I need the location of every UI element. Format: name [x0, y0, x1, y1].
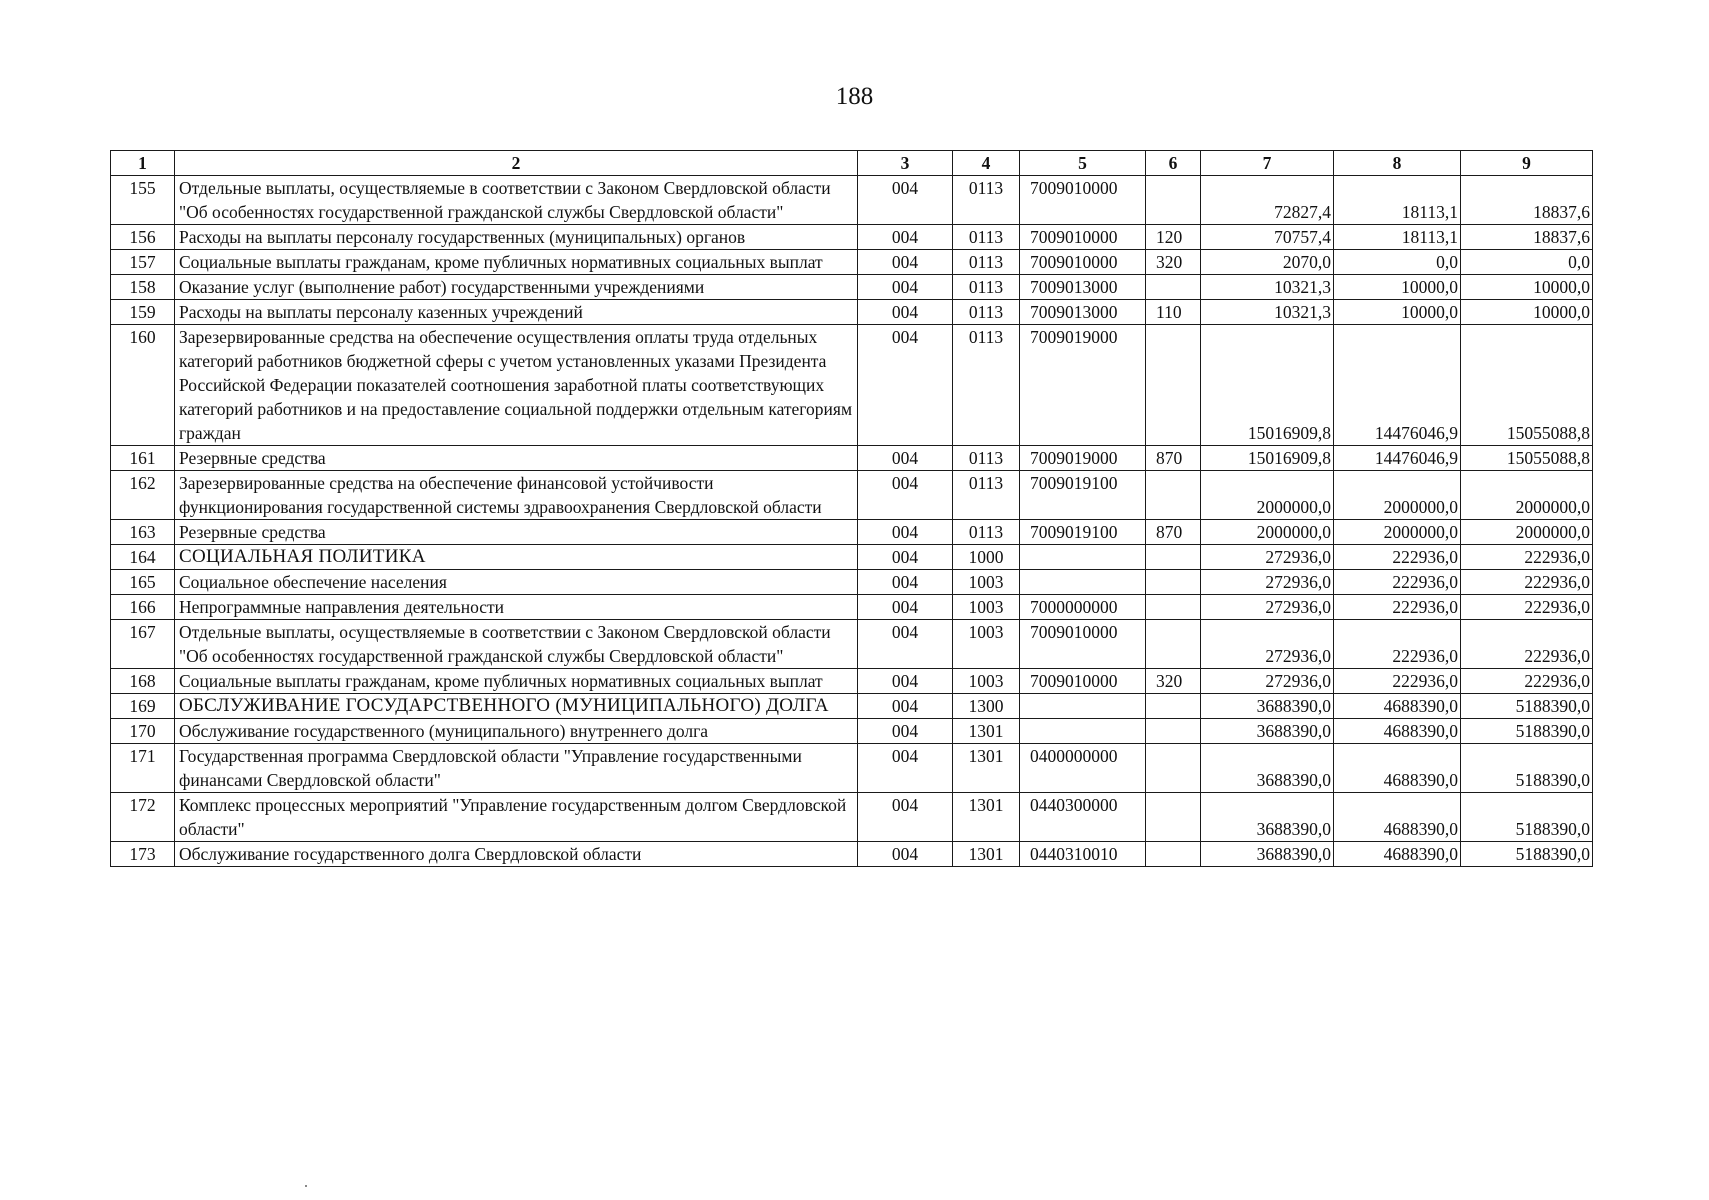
row-number-cell: 159 [111, 300, 175, 325]
admin-code-cell: 004 [858, 176, 953, 225]
row-number-cell: 158 [111, 275, 175, 300]
row-number-cell: 164 [111, 545, 175, 570]
row-number-cell: 161 [111, 446, 175, 471]
amount-col8-cell: 18113,1 [1334, 176, 1461, 225]
admin-code-cell: 004 [858, 446, 953, 471]
amount-col7-cell: 15016909,8 [1201, 325, 1334, 446]
expense-name-cell: Оказание услуг (выполнение работ) государственными учреждениями [175, 275, 858, 300]
target-article-cell: 7009010000 [1020, 620, 1146, 669]
table-row [111, 669, 1593, 694]
expense-type-cell: 870 [1146, 446, 1201, 471]
amount-col9-cell: 18837,6 [1461, 225, 1593, 250]
amount-col9-cell: 222936,0 [1461, 545, 1593, 570]
amount-col8-cell: 2000000,0 [1334, 471, 1461, 520]
expense-name-cell: Государственная программа Свердловской области "Управление государственными финансами Свердловской области" [175, 744, 858, 793]
row-number-cell: 162 [111, 471, 175, 520]
table-row [111, 719, 1593, 744]
table-row [111, 520, 1593, 545]
table-row [111, 545, 1593, 570]
section-code-cell: 0113 [953, 471, 1020, 520]
target-article-cell: 7009013000 [1020, 275, 1146, 300]
expense-type-cell [1146, 595, 1201, 620]
section-code-cell: 0113 [953, 325, 1020, 446]
amount-col7-cell: 272936,0 [1201, 595, 1334, 620]
expense-type-cell [1146, 620, 1201, 669]
expense-name-cell: Обслуживание государственного долга Свердловской области [175, 842, 858, 867]
row-number-cell: 168 [111, 669, 175, 694]
column-header-7: 7 [1201, 151, 1334, 176]
amount-col7-cell: 272936,0 [1201, 545, 1334, 570]
admin-code-cell: 004 [858, 471, 953, 520]
amount-col9-cell: 2000000,0 [1461, 471, 1593, 520]
amount-col7-cell: 3688390,0 [1201, 694, 1334, 719]
table-header [111, 151, 1593, 176]
section-code-cell: 0113 [953, 520, 1020, 545]
expense-type-cell: 320 [1146, 250, 1201, 275]
column-header-3: 3 [858, 151, 953, 176]
expense-type-cell [1146, 325, 1201, 446]
amount-col9-cell: 222936,0 [1461, 570, 1593, 595]
expense-name-cell: Расходы на выплаты персоналу казенных учреждений [175, 300, 858, 325]
table-row [111, 446, 1593, 471]
amount-col7-cell: 272936,0 [1201, 669, 1334, 694]
admin-code-cell: 004 [858, 694, 953, 719]
column-header-1: 1 [111, 151, 175, 176]
target-article-cell [1020, 570, 1146, 595]
amount-col8-cell: 2000000,0 [1334, 520, 1461, 545]
amount-col8-cell: 0,0 [1334, 250, 1461, 275]
section-code-cell: 0113 [953, 300, 1020, 325]
table-row [111, 325, 1593, 446]
amount-col7-cell: 3688390,0 [1201, 842, 1334, 867]
admin-code-cell: 004 [858, 793, 953, 842]
table-body [111, 176, 1593, 867]
amount-col9-cell: 15055088,8 [1461, 325, 1593, 446]
admin-code-cell: 004 [858, 719, 953, 744]
amount-col9-cell: 5188390,0 [1461, 719, 1593, 744]
row-number-cell: 167 [111, 620, 175, 669]
section-code-cell: 1003 [953, 620, 1020, 669]
section-code-cell: 0113 [953, 446, 1020, 471]
expense-type-cell [1146, 793, 1201, 842]
amount-col9-cell: 222936,0 [1461, 620, 1593, 669]
expense-name-cell: Зарезервированные средства на обеспечение осуществления оплаты труда отдельных категорий работников бюджетной сферы с учетом установленных указами Президента Российской Федерации показателей соотношения заработной платы соответствующих категорий работников и на предоставление социальной поддержки отдельным категориям граждан [175, 325, 858, 446]
expense-type-cell: 120 [1146, 225, 1201, 250]
section-code-cell: 0113 [953, 225, 1020, 250]
row-number-cell: 155 [111, 176, 175, 225]
row-number-cell: 173 [111, 842, 175, 867]
expense-name-cell: Расходы на выплаты персоналу государственных (муниципальных) органов [175, 225, 858, 250]
admin-code-cell: 004 [858, 250, 953, 275]
row-number-cell: 157 [111, 250, 175, 275]
table-row [111, 595, 1593, 620]
column-header-6: 6 [1146, 151, 1201, 176]
table-row [111, 225, 1593, 250]
admin-code-cell: 004 [858, 744, 953, 793]
table-row [111, 275, 1593, 300]
amount-col9-cell: 10000,0 [1461, 275, 1593, 300]
amount-col8-cell: 4688390,0 [1334, 719, 1461, 744]
table-row [111, 570, 1593, 595]
table-row [111, 694, 1593, 719]
section-code-cell: 0113 [953, 250, 1020, 275]
row-number-cell: 156 [111, 225, 175, 250]
amount-col7-cell: 272936,0 [1201, 570, 1334, 595]
admin-code-cell: 004 [858, 545, 953, 570]
budget-table [110, 150, 1593, 867]
amount-col7-cell: 272936,0 [1201, 620, 1334, 669]
amount-col8-cell: 4688390,0 [1334, 842, 1461, 867]
expense-name-cell: Социальные выплаты гражданам, кроме публичных нормативных социальных выплат [175, 250, 858, 275]
expense-type-cell [1146, 842, 1201, 867]
expense-name-cell: Зарезервированные средства на обеспечение финансовой устойчивости функционирования государственной системы здравоохранения Свердловской области [175, 471, 858, 520]
admin-code-cell: 004 [858, 325, 953, 446]
amount-col9-cell: 0,0 [1461, 250, 1593, 275]
amount-col8-cell: 4688390,0 [1334, 793, 1461, 842]
expense-name-cell: Отдельные выплаты, осуществляемые в соответствии с Законом Свердловской области "Об особенностях государственной гражданской службы Свердловской области" [175, 620, 858, 669]
amount-col8-cell: 222936,0 [1334, 595, 1461, 620]
amount-col9-cell: 5188390,0 [1461, 744, 1593, 793]
amount-col7-cell: 2000000,0 [1201, 471, 1334, 520]
admin-code-cell: 004 [858, 275, 953, 300]
row-number-cell: 171 [111, 744, 175, 793]
section-code-cell: 1003 [953, 669, 1020, 694]
column-header-8: 8 [1334, 151, 1461, 176]
scan-speck [305, 1185, 307, 1187]
amount-col7-cell: 10321,3 [1201, 300, 1334, 325]
amount-col7-cell: 72827,4 [1201, 176, 1334, 225]
target-article-cell: 7009019000 [1020, 446, 1146, 471]
amount-col9-cell: 10000,0 [1461, 300, 1593, 325]
table-row [111, 300, 1593, 325]
target-article-cell: 0440310010 [1020, 842, 1146, 867]
amount-col7-cell: 70757,4 [1201, 225, 1334, 250]
row-number-cell: 163 [111, 520, 175, 545]
target-article-cell: 7009019000 [1020, 325, 1146, 446]
amount-col7-cell: 15016909,8 [1201, 446, 1334, 471]
section-code-cell: 1301 [953, 793, 1020, 842]
admin-code-cell: 004 [858, 842, 953, 867]
target-article-cell: 7009010000 [1020, 225, 1146, 250]
section-code-cell: 1000 [953, 545, 1020, 570]
amount-col8-cell: 222936,0 [1334, 669, 1461, 694]
expense-type-cell: 870 [1146, 520, 1201, 545]
amount-col9-cell: 5188390,0 [1461, 842, 1593, 867]
amount-col9-cell: 2000000,0 [1461, 520, 1593, 545]
section-code-cell: 0113 [953, 275, 1020, 300]
expense-name-cell: Резервные средства [175, 520, 858, 545]
amount-col9-cell: 5188390,0 [1461, 694, 1593, 719]
target-article-cell [1020, 694, 1146, 719]
expense-name-cell: Резервные средства [175, 446, 858, 471]
expense-type-cell [1146, 275, 1201, 300]
target-article-cell: 7009010000 [1020, 250, 1146, 275]
admin-code-cell: 004 [858, 520, 953, 545]
admin-code-cell: 004 [858, 300, 953, 325]
expense-name-cell: Комплекс процессных мероприятий "Управление государственным долгом Свердловской области" [175, 793, 858, 842]
expense-name-cell: Отдельные выплаты, осуществляемые в соответствии с Законом Свердловской области "Об особенностях государственной гражданской службы Свердловской области" [175, 176, 858, 225]
target-article-cell: 7009010000 [1020, 176, 1146, 225]
table-row [111, 250, 1593, 275]
table-row [111, 842, 1593, 867]
admin-code-cell: 004 [858, 620, 953, 669]
section-code-cell: 1300 [953, 694, 1020, 719]
table-row [111, 744, 1593, 793]
amount-col8-cell: 4688390,0 [1334, 694, 1461, 719]
amount-col9-cell: 15055088,8 [1461, 446, 1593, 471]
admin-code-cell: 004 [858, 669, 953, 694]
target-article-cell: 7009019100 [1020, 520, 1146, 545]
amount-col8-cell: 222936,0 [1334, 570, 1461, 595]
expense-type-cell [1146, 545, 1201, 570]
amount-col7-cell: 2070,0 [1201, 250, 1334, 275]
amount-col8-cell: 14476046,9 [1334, 446, 1461, 471]
section-code-cell: 1301 [953, 842, 1020, 867]
amount-col9-cell: 222936,0 [1461, 595, 1593, 620]
expense-type-cell [1146, 570, 1201, 595]
expense-type-cell [1146, 176, 1201, 225]
amount-col7-cell: 2000000,0 [1201, 520, 1334, 545]
expense-type-cell: 320 [1146, 669, 1201, 694]
amount-col8-cell: 222936,0 [1334, 620, 1461, 669]
section-code-cell: 1301 [953, 719, 1020, 744]
amount-col7-cell: 3688390,0 [1201, 719, 1334, 744]
row-number-cell: 166 [111, 595, 175, 620]
expense-name-cell: Социальные выплаты гражданам, кроме публичных нормативных социальных выплат [175, 669, 858, 694]
expense-name-cell: Непрограммные направления деятельности [175, 595, 858, 620]
table-row [111, 176, 1593, 225]
column-header-4: 4 [953, 151, 1020, 176]
column-header-2: 2 [175, 151, 858, 176]
amount-col9-cell: 18837,6 [1461, 176, 1593, 225]
amount-col9-cell: 222936,0 [1461, 669, 1593, 694]
admin-code-cell: 004 [858, 570, 953, 595]
target-article-cell: 7009010000 [1020, 669, 1146, 694]
amount-col8-cell: 10000,0 [1334, 275, 1461, 300]
table-row [111, 620, 1593, 669]
table-row [111, 471, 1593, 520]
expense-name-cell: Социальное обеспечение населения [175, 570, 858, 595]
expense-name-cell: СОЦИАЛЬНАЯ ПОЛИТИКА [175, 545, 858, 570]
amount-col8-cell: 4688390,0 [1334, 744, 1461, 793]
expense-type-cell [1146, 719, 1201, 744]
row-number-cell: 165 [111, 570, 175, 595]
table-row [111, 793, 1593, 842]
section-code-cell: 0113 [953, 176, 1020, 225]
target-article-cell: 7009019100 [1020, 471, 1146, 520]
section-code-cell: 1003 [953, 595, 1020, 620]
section-code-cell: 1301 [953, 744, 1020, 793]
expense-type-cell [1146, 694, 1201, 719]
page-number: 188 [835, 83, 874, 110]
expense-type-cell: 110 [1146, 300, 1201, 325]
expense-name-cell: ОБСЛУЖИВАНИЕ ГОСУДАРСТВЕННОГО (МУНИЦИПАЛЬНОГО) ДОЛГА [175, 694, 858, 719]
amount-col8-cell: 222936,0 [1334, 545, 1461, 570]
amount-col9-cell: 5188390,0 [1461, 793, 1593, 842]
amount-col7-cell: 10321,3 [1201, 275, 1334, 300]
target-article-cell: 0400000000 [1020, 744, 1146, 793]
expense-name-cell: Обслуживание государственного (муниципального) внутреннего долга [175, 719, 858, 744]
target-article-cell: 7009013000 [1020, 300, 1146, 325]
amount-col8-cell: 14476046,9 [1334, 325, 1461, 446]
row-number-cell: 169 [111, 694, 175, 719]
row-number-cell: 170 [111, 719, 175, 744]
amount-col8-cell: 18113,1 [1334, 225, 1461, 250]
amount-col7-cell: 3688390,0 [1201, 793, 1334, 842]
column-header-9: 9 [1461, 151, 1593, 176]
row-number-cell: 172 [111, 793, 175, 842]
row-number-cell: 160 [111, 325, 175, 446]
target-article-cell [1020, 545, 1146, 570]
target-article-cell: 7000000000 [1020, 595, 1146, 620]
header-row [111, 151, 1593, 176]
target-article-cell [1020, 719, 1146, 744]
expense-type-cell [1146, 744, 1201, 793]
admin-code-cell: 004 [858, 225, 953, 250]
expense-type-cell [1146, 471, 1201, 520]
amount-col8-cell: 10000,0 [1334, 300, 1461, 325]
column-header-5: 5 [1020, 151, 1146, 176]
admin-code-cell: 004 [858, 595, 953, 620]
amount-col7-cell: 3688390,0 [1201, 744, 1334, 793]
target-article-cell: 0440300000 [1020, 793, 1146, 842]
section-code-cell: 1003 [953, 570, 1020, 595]
